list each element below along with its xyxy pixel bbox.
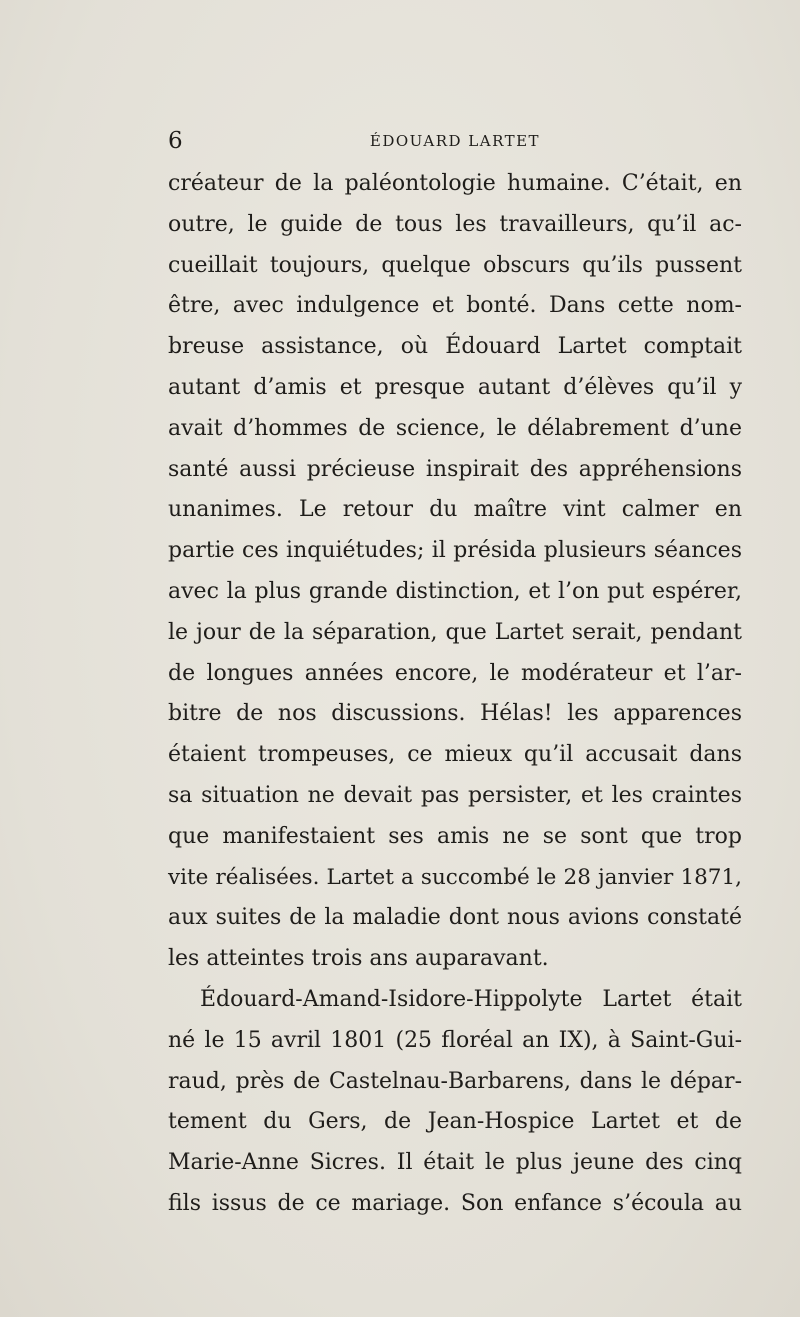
- text-line: avec la plus grande distinction, et l’on put espérer,: [168, 578, 742, 604]
- text-line: bitre de nos discussions. Hélas! les apparences: [168, 701, 742, 727]
- text-line: outre, le guide de tous les travailleurs, qu’il ac-: [168, 211, 742, 237]
- text-line: les atteintes trois ans auparavant.: [168, 946, 549, 972]
- text-line: avait d’hommes de science, le délabrement d’une: [168, 415, 742, 441]
- text-line: tement du Gers, de Jean-Hospice Lartet et de: [168, 1109, 742, 1135]
- text-line: créateur de la paléontologie humaine. C’était, en: [168, 171, 742, 196]
- text-line: sa situation ne devait pas persister, et les craintes: [168, 782, 742, 808]
- text-line: aux suites de la maladie dont nous avions constaté: [168, 905, 742, 931]
- text-line: être, avec indulgence et bonté. Dans cette nom-: [168, 293, 742, 319]
- text-line: que manifestaient ses amis ne se sont que trop: [168, 823, 742, 849]
- text-line: le jour de la séparation, que Lartet serait, pendant: [168, 619, 742, 645]
- body-text: [168, 164, 742, 1225]
- page-header: [168, 128, 742, 158]
- text-line: Marie-Anne Sicres. Il était le plus jeune des cinq: [168, 1150, 742, 1176]
- text-line: raud, près de Castelnau-Barbarens, dans le dépar-: [168, 1068, 742, 1094]
- text-line: unanimes. Le retour du maître vint calmer en: [168, 497, 742, 523]
- text-line: étaient trompeuses, ce mieux qu’il accusait dans: [168, 742, 742, 768]
- text-line: cueillait toujours, quelque obscurs qu’ils pussent: [168, 252, 742, 278]
- text-line: fils issus de ce mariage. Son enfance s’écoula au: [168, 1190, 742, 1216]
- text-line: autant d’amis et presque autant d’élèves qu’il y: [168, 374, 742, 400]
- text-line: breuse assistance, où Édouard Lartet comptait: [168, 334, 742, 360]
- text-line: de longues années encore, le modérateur et l’ar-: [168, 660, 742, 686]
- text-line: Édouard-Amand-Isidore-Hippolyte Lartet était: [200, 986, 742, 1012]
- running-head: ÉDOUARD LARTET: [369, 132, 541, 150]
- text-line: santé aussi précieuse inspirait des appréhensions: [168, 456, 742, 482]
- text-line: né le 15 avril 1801 (25 floréal an IX), à Saint-Gui-: [168, 1027, 742, 1053]
- page-number: 6: [168, 128, 184, 154]
- text-line: partie ces inquiétudes; il présida plusieurs séances: [168, 538, 742, 564]
- text-line: vite réalisées. Lartet a succombé le 28 janvier 1871,: [168, 864, 742, 890]
